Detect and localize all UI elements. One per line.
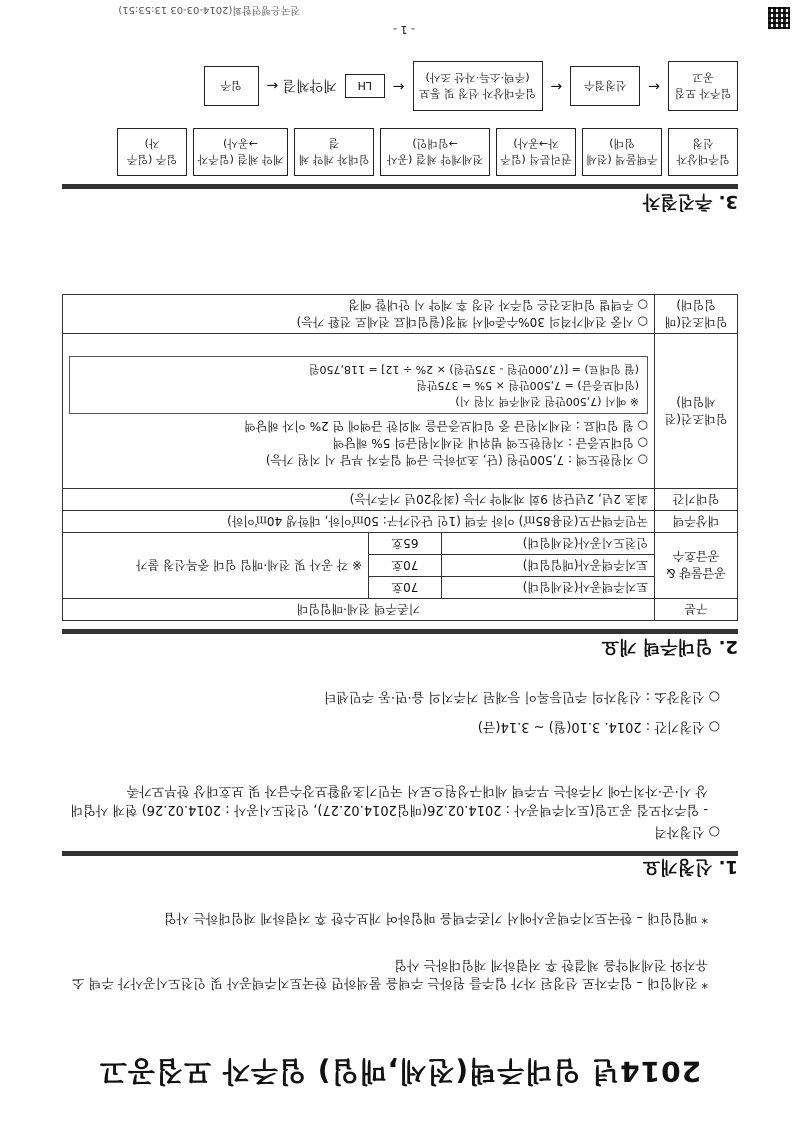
supply-note: ※ 각 공사 및 전세·매입 임대 중복신청 불가 bbox=[63, 533, 369, 599]
flow-step: 계약 체결 (입주자→공사) bbox=[193, 128, 288, 176]
cond-jeonse-line: ○ 지원한도액 : 7,500만원 (단, 초과하는 금액 입주자 부담 시 지원 가능) bbox=[265, 453, 648, 468]
flow-arrow: ← bbox=[550, 78, 563, 94]
flow-step: 전세계약 체결 (공사→임대인) bbox=[380, 128, 490, 176]
flow-step: 신청접수 bbox=[570, 66, 640, 106]
section3-rule bbox=[62, 184, 738, 189]
section2-heading: 2. 임대주택 개요 bbox=[601, 636, 738, 657]
section1-heading: 1. 신청개요 bbox=[642, 856, 738, 877]
col-header-value: 기존주택 전세·매입임대 bbox=[63, 599, 655, 621]
flow-step: 입주자 모집공고 bbox=[668, 61, 738, 111]
target-value: 국민주택규모(전용85㎡) 이하 주택 (1인 단신가구: 50㎡이하, 대학생 40㎡이하) bbox=[63, 511, 655, 533]
s1-item-place: ○ 신청장소 : 신청자의 주민등록이 등재된 거주지의 읍·면·동 주민센터 bbox=[323, 689, 720, 704]
flow-step: 입주대상자 선정 및 통보 (주택·소득·자산 조사) bbox=[413, 61, 543, 111]
flow-step: LH bbox=[345, 74, 385, 98]
flow-step: 입주대상자 신청 bbox=[668, 128, 738, 176]
flow-arrow: ← bbox=[648, 78, 660, 94]
calc-example-box bbox=[69, 357, 648, 415]
target-label: 대상주택 bbox=[655, 511, 738, 533]
cond-jeonse-label: 임대조건(전세임대) bbox=[655, 334, 738, 489]
page-number: - 1 - bbox=[393, 23, 415, 36]
period-label: 임대기간 bbox=[655, 489, 738, 511]
supply-count: 65호 bbox=[369, 533, 442, 555]
section3-heading: 3. 추진절차 bbox=[642, 191, 738, 212]
note-maeip: * 매입임대 – 한국토지주택공사에서 기존주택을 매입하여 개보수한 후 저렴하게 재임대하는 사업 bbox=[163, 910, 708, 925]
cond-jeonse-line: ○ 월 임대료 : 전세지원금 중 임대보증금을 제외한 금액에 연 2% 이자 해당액 bbox=[244, 419, 648, 434]
s1-item-qual-detail: - 입주자모집 공고일(토지주택공사 : 2014.02.26(매입2014.02.27), 인천도시공사 : 2014.02.26) 현재 사업대상 시·군·자치구에 거주하는 무주택 세대구성원으로서 국민기초생활보장수급자 및 보호대상 한부모가족 bbox=[70, 783, 708, 817]
flow-arrow: 계약체결 ← bbox=[266, 77, 337, 93]
calc-line: (월 임대료) = [(7,000만원 - 375만원) × 2% ÷ 12] = 118,750원 bbox=[308, 363, 639, 377]
col-header-label: 구분 bbox=[655, 599, 738, 621]
flow-step: 입주 bbox=[204, 66, 259, 106]
flow-step: 임대차 계약 체결 bbox=[294, 128, 374, 176]
cond-buy-cell bbox=[63, 295, 655, 334]
flow-top-row bbox=[62, 128, 738, 176]
cond-jeonse-line: ○ 임대보증금 : 지원한도액 범위내 전세지원금의 5% 해당액 bbox=[332, 436, 648, 451]
supply-label: 공급물량 & 공급호수 bbox=[655, 533, 738, 599]
s1-item-qual: ○ 신청자격 bbox=[654, 824, 720, 839]
supply-org: 인천도시공사(전세임대) bbox=[442, 533, 655, 555]
supply-count: 70호 bbox=[369, 555, 442, 577]
supply-org: 토지주택공사(매입임대) bbox=[442, 555, 655, 577]
note-jeonse: * 전세임대 – 입주자로 선정된 자가 입주를 원하는 주택을 물색하면 한국토지주택공사 및 인천도시공사가 주택 소유자와 전세계약을 체결한 후 저렴하게 재임대하는 사업 bbox=[72, 957, 708, 990]
section1-rule bbox=[62, 851, 738, 856]
flow-step: 주택물색 (전세임대) bbox=[582, 128, 662, 176]
print-stamp: 전국은행연합회(2014-03-03 13:53:51) bbox=[118, 4, 300, 15]
supply-org: 토지주택공사(전세임대) bbox=[442, 577, 655, 599]
flow-step: 입주 (입주자) bbox=[117, 128, 187, 176]
rental-overview-table bbox=[62, 294, 738, 621]
supply-count: 70호 bbox=[369, 577, 442, 599]
cond-buy-label: 임대조건(매입임대) bbox=[655, 295, 738, 334]
flow-step: 권리분석 (입주자→공사) bbox=[496, 128, 576, 176]
flow-bottom-row bbox=[62, 61, 738, 111]
period-value: 최초 2년, 2년단위 9회 재계약 가능 (최장20년 거주가능) bbox=[63, 489, 655, 511]
calc-line: (임대보증금) = 7,500만원 × 5% = 375만원 bbox=[416, 379, 639, 393]
cond-buy-line: ○ 시중 전세가격의 30%수준에서 책정(월임대료 전세로 전환 가능) bbox=[296, 315, 648, 329]
document-title: 2014년 임대주택(전세,매입) 입주자 모집공고 bbox=[98, 1055, 702, 1088]
qr-code bbox=[768, 7, 790, 29]
section2-rule bbox=[62, 629, 738, 634]
cond-jeonse-cell bbox=[63, 334, 655, 489]
flow-arrow: ← bbox=[392, 78, 405, 94]
cond-buy-line: ○ 주택별 임대조건은 입주자 선정 후 계약 시 안내할 예정 bbox=[348, 298, 648, 312]
calc-line: ※ 예시 (7,500만원 전세주택 지원 시) bbox=[455, 395, 639, 409]
s1-item-period: ○ 신청기간 : 2014. 3.10(월) ~ 3.14(금) bbox=[477, 719, 720, 734]
